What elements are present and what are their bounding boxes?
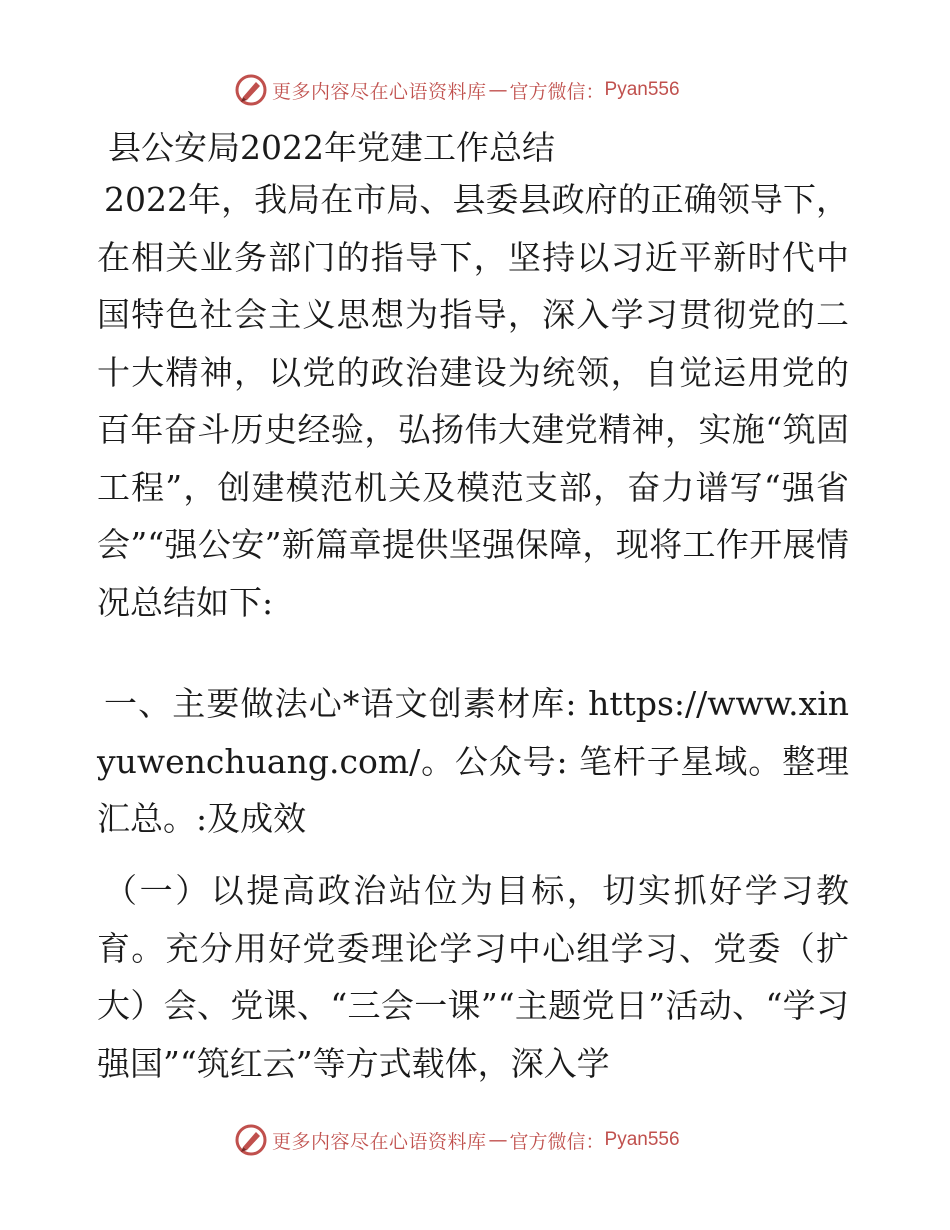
paragraph-subsection-text: （一）以提高政治站位为目标，切实抓好学习教育。充分用好党委理论学习中心组学习、党委（扩大）会、党课、“三会一课”“主题党日”活动、“学习强国”“筑红云”等方式载体，深入学: [97, 871, 849, 1083]
watermark-separator: —: [488, 79, 508, 101]
paragraph-section-heading: [97, 675, 849, 848]
watermark-footer: [234, 1122, 680, 1158]
watermark-header: [234, 72, 680, 108]
paragraph-subsection: [97, 862, 849, 1092]
watermark-wechat-id: Pyan556: [604, 1129, 680, 1150]
pen-logo-icon: [234, 73, 268, 107]
watermark-main-text: 更多内容尽在心语资料库: [272, 1130, 487, 1153]
pen-logo-icon: [234, 1123, 268, 1157]
paragraph-intro: [97, 171, 849, 631]
document-title: 县公安局2022年党建工作总结: [108, 128, 555, 167]
watermark-wechat-id: Pyan556: [604, 79, 680, 100]
paragraph-section-heading-text: 一、主要做法心*语文创素材库: https://www.xinyuwenchuang.com/。公众号: 笔杆子星域。整理汇总。:及成效: [97, 684, 849, 838]
watermark-wechat-label: 官方微信：: [509, 1130, 605, 1153]
paragraph-intro-text: 2022年，我局在市局、县委县政府的正确领导下，在相关业务部门的指导下，坚持以习近平新时代中国特色社会主义思想为指导，深入学习贯彻党的二十大精神，以党的政治建设为统领，自觉运用党的百年奋斗历史经验，弘扬伟大建党精神，实施“筑固工程”，创建模范机关及模范支部，奋力谱写“强省会”“强公安”新篇章提供坚强保障，现将工作开展情况总结如下:: [97, 180, 849, 622]
watermark-separator: —: [488, 1129, 508, 1151]
watermark-main-text: 更多内容尽在心语资料库: [272, 80, 487, 103]
watermark-wechat-label: 官方微信：: [509, 80, 605, 103]
